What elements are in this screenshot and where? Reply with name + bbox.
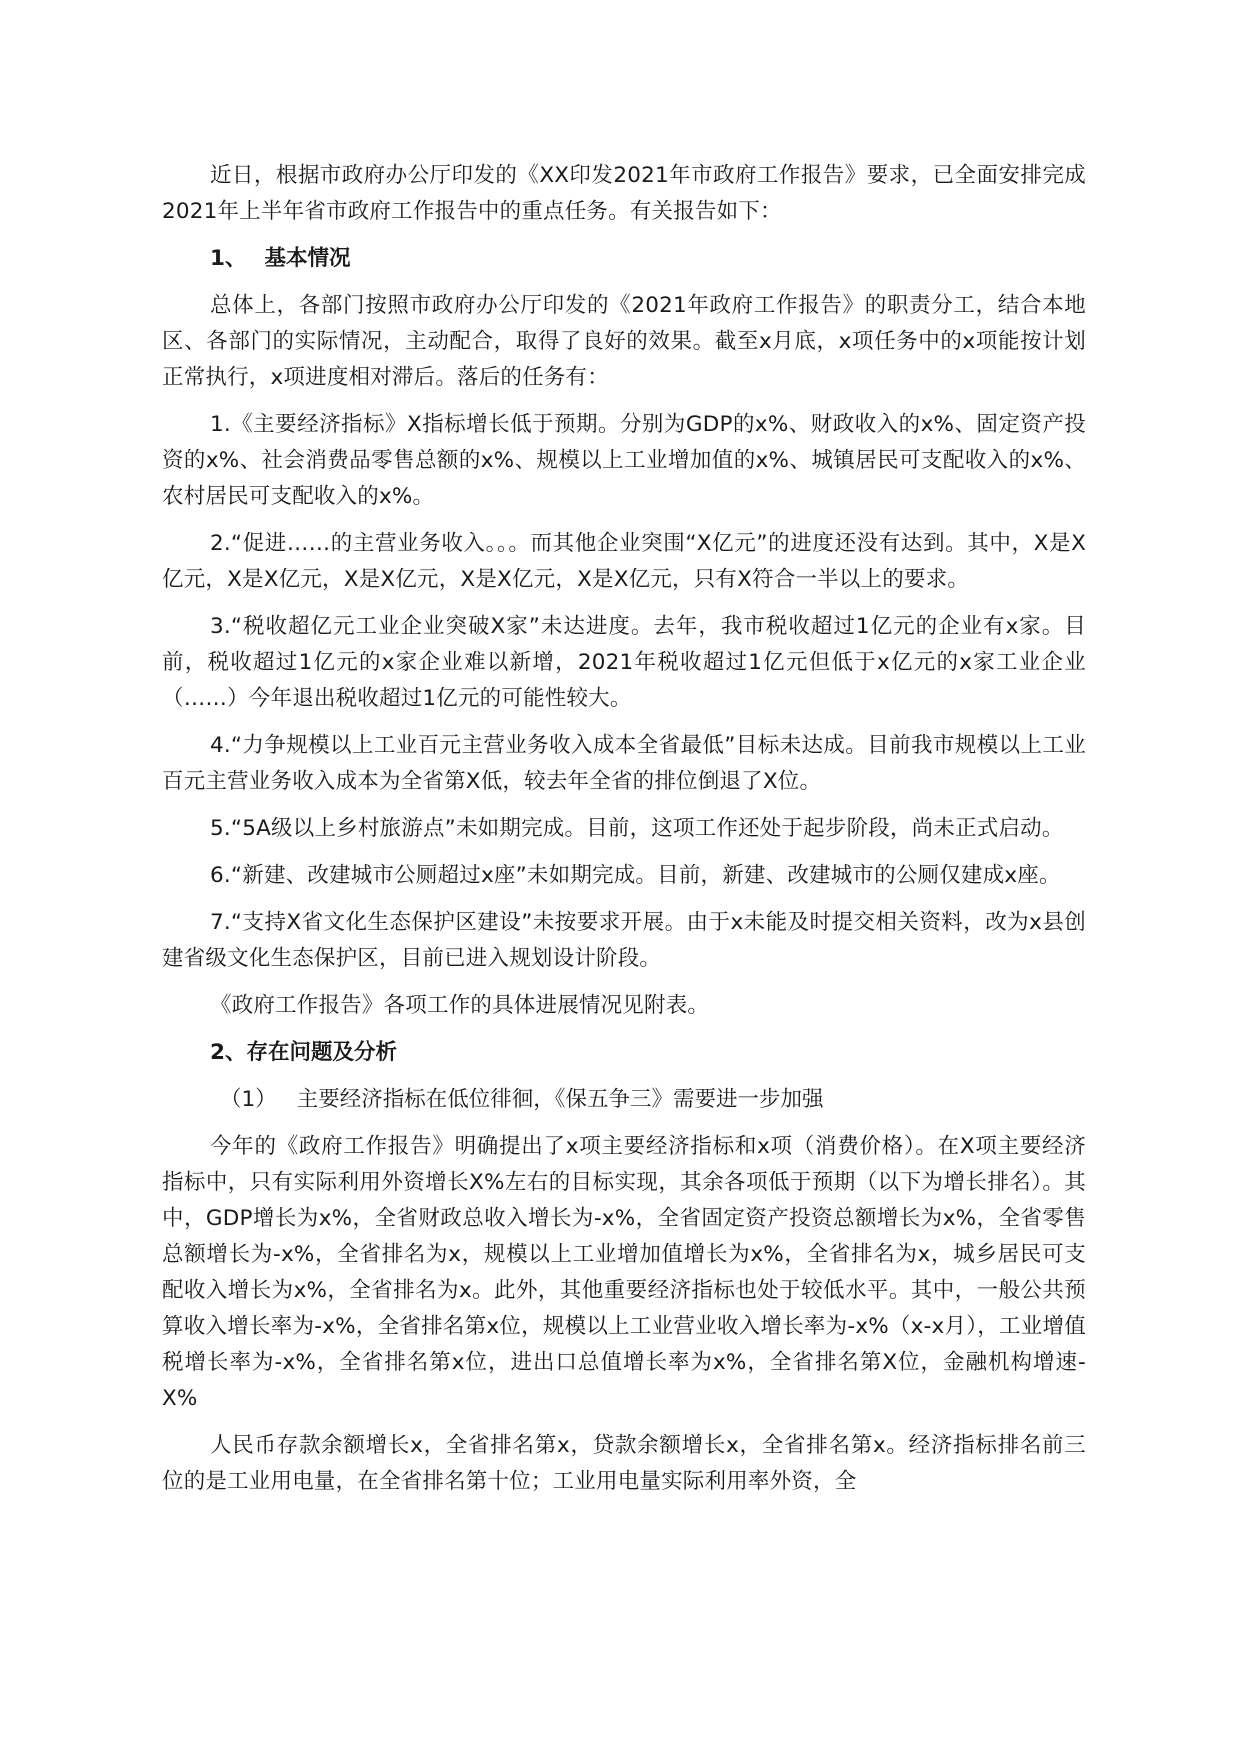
task-item-4: 4.“力争规模以上工业百元主营业务收入成本全省最低”目标未达成。目前我市规模以上工业百元主营业务收入成本为全省第X低，较去年全省的排位倒退了X位。 [162, 733, 1086, 794]
task-item-3: 3.“税收超亿元工业企业突破X家”未达进度。去年，我市税收超过1亿元的企业有x家。目前，税收超过1亿元的x家企业难以新增，2021年税收超过1亿元但低于x亿元的x家工业企业（……）今年退出税收超过1亿元的可能性较大。 [162, 614, 1086, 711]
intro-paragraph: 近日，根据市政府办公厅印发的《XX印发2021年市政府工作报告》要求，已全面安排完成2021年上半年省市政府工作报告中的重点任务。有关报告如下： [162, 163, 1086, 224]
section-1-heading [162, 241, 1086, 277]
subsection-1-heading [162, 1082, 1086, 1118]
task-item-5: 5.“5A级以上乡村旅游点”未如期完成。目前，这项工作还处于起步阶段，尚未正式启动。 [210, 816, 1064, 841]
analysis-paragraph: 今年的《政府工作报告》明确提出了x项主要经济指标和x项（消费价格）。在X项主要经济指标中，只有实际利用外资增长X%左右的目标实现，其余各项低于预期（以下为增长排名）。其中，GDP增长为x%，全省财政总收入增长为-x%，全省固定资产投资总额增长为x%，全省零售总额增长为-x%，全省排名为x，规模以上工业增加值增长为x%，全省排名为x，城乡居民可支配收入增长为x%，全省排名为x。此外，其他重要经济指标也处于较低水平。其中，一般公共预算收入增长率为-x%，全省排名第x位，规模以上工业营业收入增长率为-x%（x-x月），工业增值税增长率为-x%，全省排名第x位，进出口总值增长率为x%，全省排名第X位，金融机构增速-X% [162, 1134, 1086, 1411]
task-item-7: 7.“支持X省文化生态保护区建设”未按要求开展。由于x未能及时提交相关资料，改为x县创建省级文化生态保护区，目前已进入规划设计阶段。 [162, 910, 1086, 971]
task-item-6: 6.“新建、改建城市公厕超过x座”未如期完成。目前，新建、改建城市的公厕仅建成x座。 [210, 863, 1061, 888]
subsection-1-number: （1） [220, 1087, 277, 1112]
document-page [162, 158, 1086, 1511]
section-1-title: 基本情况 [264, 246, 351, 271]
section-2-heading: 2、存在问题及分析 [210, 1040, 397, 1065]
appendix-note: 《政府工作报告》各项工作的具体进展情况见附表。 [210, 993, 710, 1018]
subsection-1-title: 主要经济指标在低位徘徊，《保五争三》需要进一步加强 [296, 1087, 824, 1112]
task-item-2: 2.“促进……的主营业务收入。。。而其他企业突围“X亿元”的进度还没有达到。其中，X是X亿元，X是X亿元，X是X亿元，X是X亿元，X是X亿元，只有X符合一半以上的要求。 [162, 531, 1086, 592]
last-paragraph: 人民币存款余额增长x，全省排名第x，贷款余额增长x，全省排名第x。经济指标排名前三位的是工业用电量，在全省排名第十位；工业用电量实际利用率外资，全 [162, 1433, 1086, 1494]
overview-paragraph: 总体上，各部门按照市政府办公厅印发的《2021年政府工作报告》的职责分工，结合本地区、各部门的实际情况，主动配合，取得了良好的效果。截至x月底，x项任务中的x项能按计划正常执行，x项进度相对滞后。落后的任务有： [162, 293, 1086, 390]
task-item-1: 1.《主要经济指标》X指标增长低于预期。分别为GDP的x%、财政收入的x%、固定资产投资的x%、社会消费品零售总额的x%、规模以上工业增加值的x%、城镇居民可支配收入的x%、农村居民可支配收入的x%。 [162, 412, 1086, 509]
section-1-number: 1、 [210, 246, 247, 271]
